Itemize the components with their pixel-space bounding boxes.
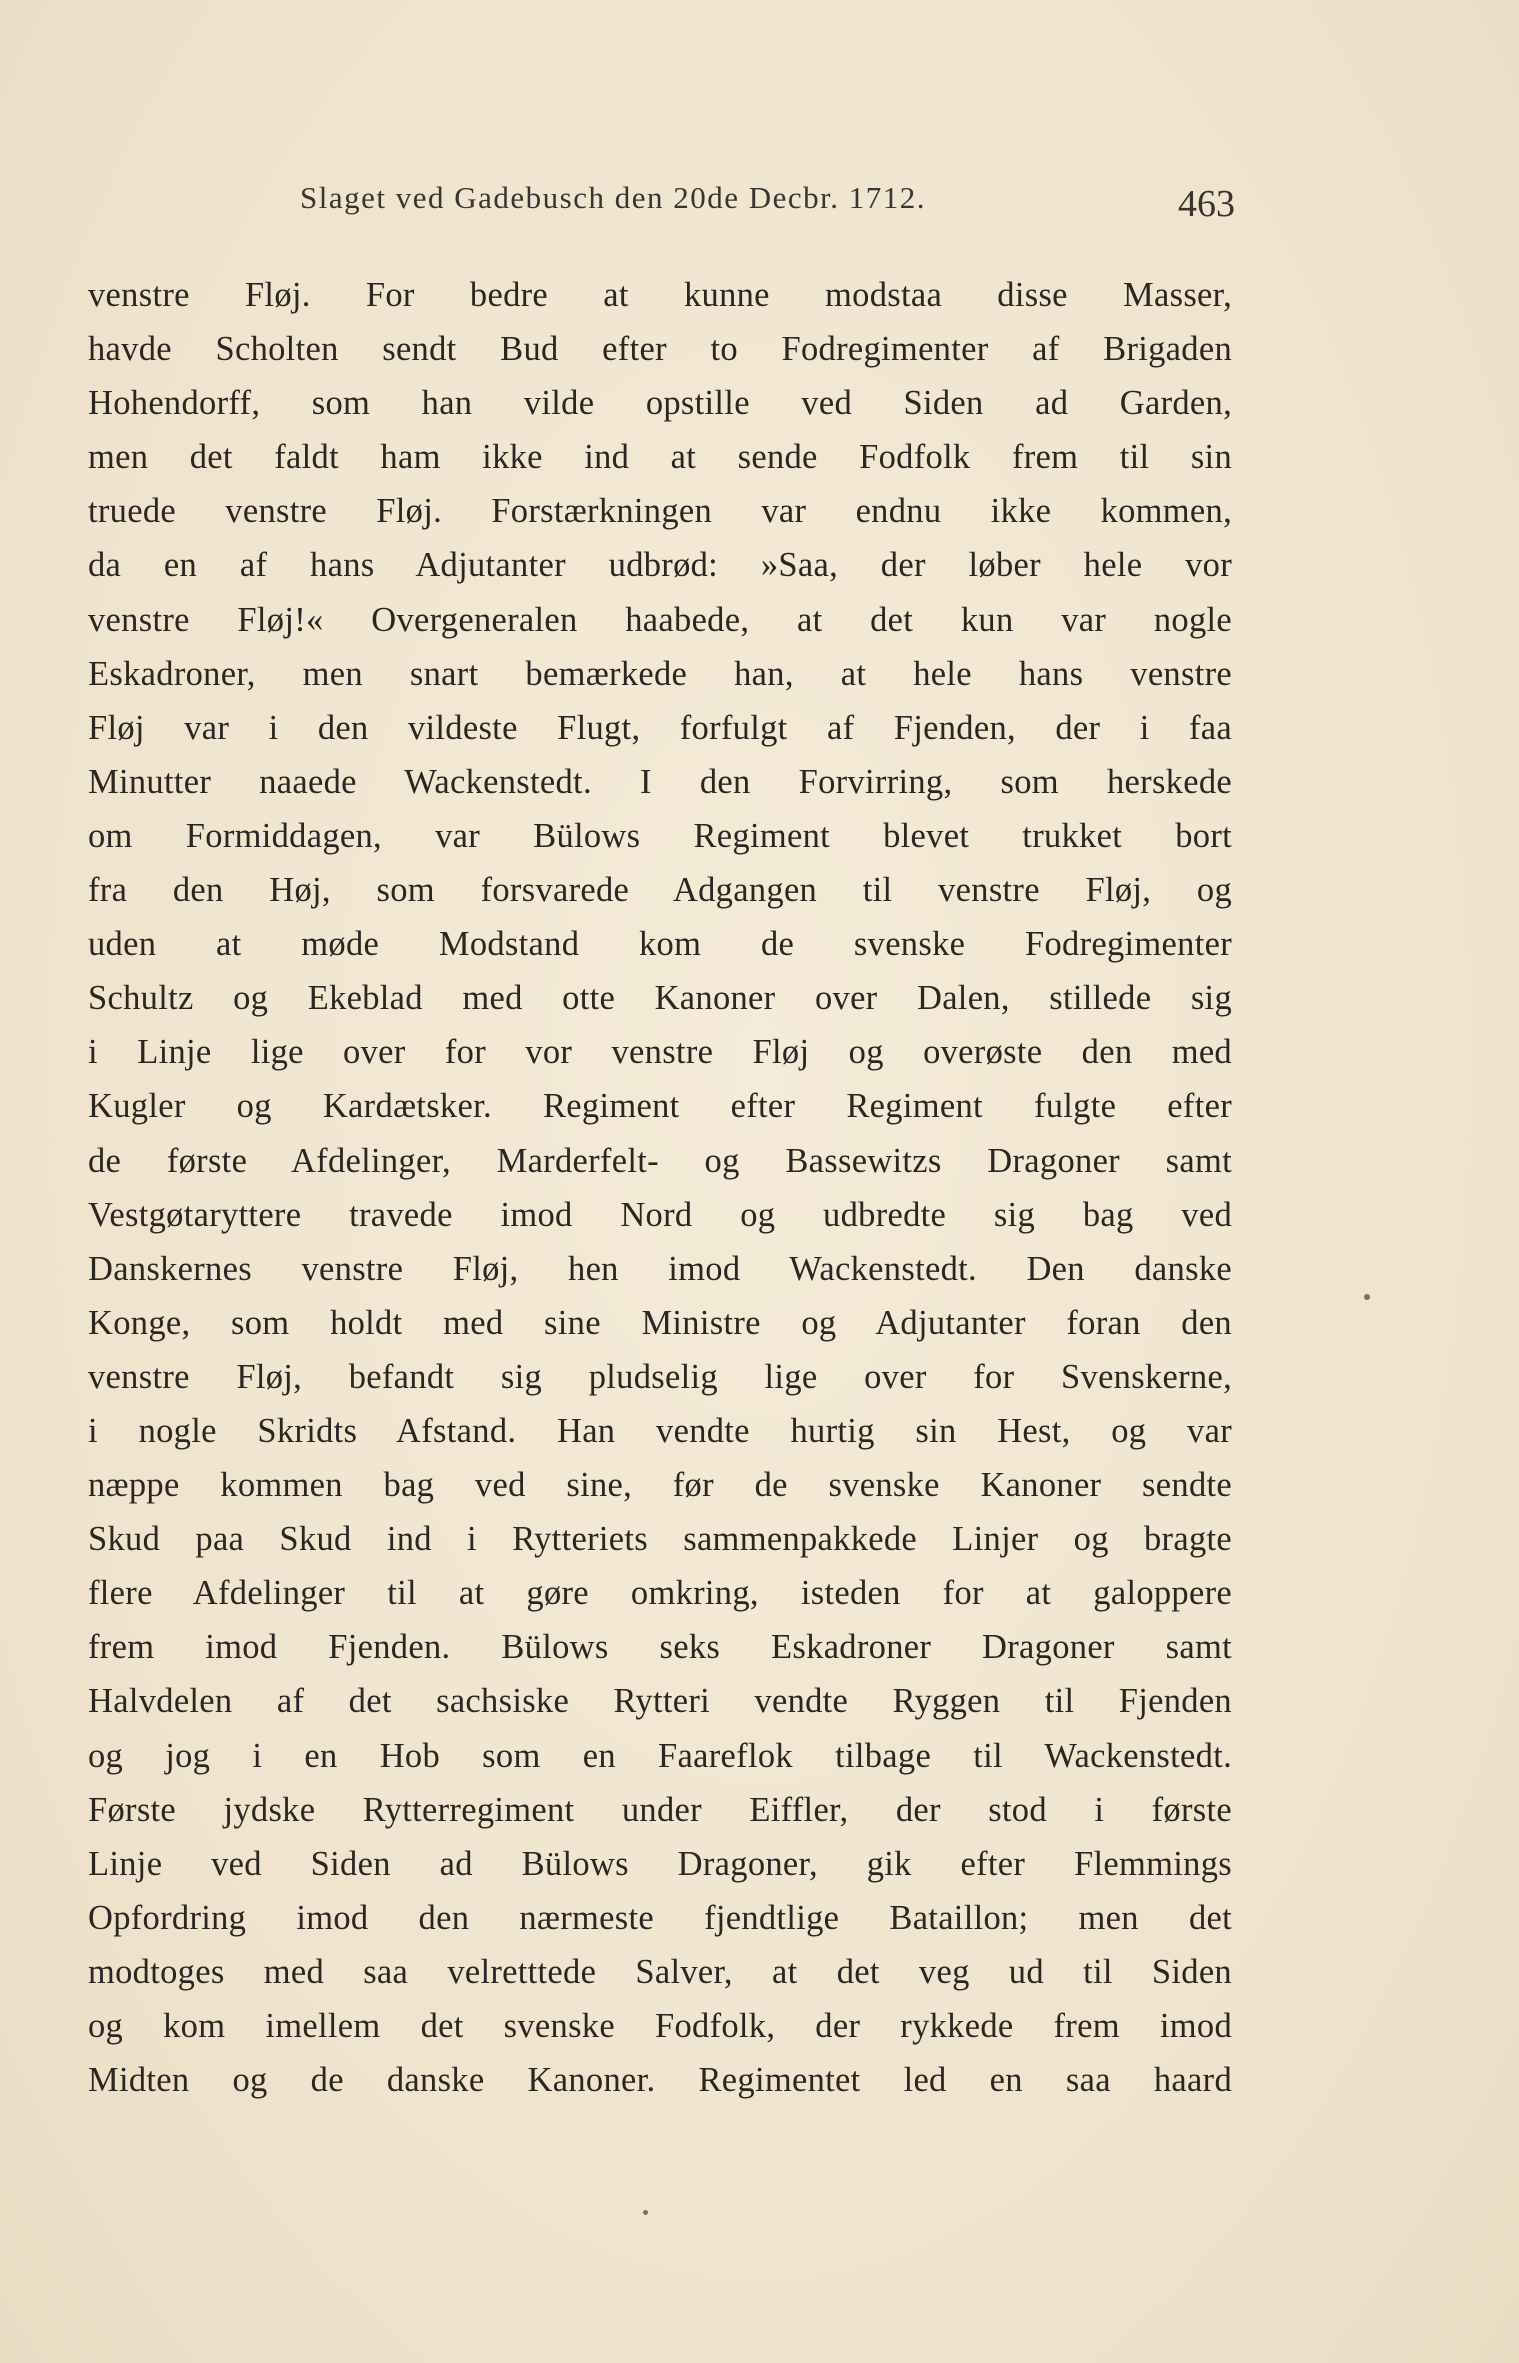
text-line: flere Afdelinger til at gøre omkring, isteden for at galoppere <box>88 1574 1232 1613</box>
text-line: Danskernes venstre Fløj, hen imod Wackenstedt. Den danske <box>88 1249 1232 1288</box>
text-line: uden at møde Modstand kom de svenske Fodregimenter <box>88 925 1232 964</box>
text-line: truede venstre Fløj. Forstærkningen var endnu ikke kommen, <box>88 492 1232 531</box>
text-line: frem imod Fjenden. Bülows seks Eskadroner Dragoner samt <box>88 1628 1232 1667</box>
text-line: Skud paa Skud ind i Rytteriets sammenpakkede Linjer og bragte <box>88 1520 1232 1559</box>
text-line: Minutter naaede Wackenstedt. I den Forvirring, som herskede <box>88 762 1232 801</box>
text-line: Opfordring imod den nærmeste fjendtlige Bataillon; men det <box>88 1898 1232 1937</box>
paper-speck <box>643 2210 648 2215</box>
text-line: næppe kommen bag ved sine, før de svenske Kanoner sendte <box>88 1466 1232 1505</box>
text-line: de første Afdelinger, Marderfelt- og Bassewitzs Dragoner samt <box>88 1141 1232 1180</box>
text-line: om Formiddagen, var Bülows Regiment blevet trukket bort <box>88 816 1232 855</box>
text-line: men det faldt ham ikke ind at sende Fodfolk frem til sin <box>88 438 1232 477</box>
text-line: Midten og de danske Kanoner. Regimentet led en saa haard <box>88 2061 1232 2100</box>
text-line: venstre Fløj. For bedre at kunne modstaa disse Masser, <box>88 276 1232 314</box>
text-line: Konge, som holdt med sine Ministre og Adjutanter foran den <box>88 1303 1232 1342</box>
text-line: Linje ved Siden ad Bülows Dragoner, gik efter Flemmings <box>88 1844 1232 1883</box>
text-line: da en af hans Adjutanter udbrød: »Saa, der løber hele vor <box>88 546 1232 585</box>
text-line: Fløj var i den vildeste Flugt, forfulgt af Fjenden, der i faa <box>88 708 1232 747</box>
page-number: 463 <box>1178 183 1235 225</box>
text-line: i Linje lige over for vor venstre Fløj og overøste den med <box>88 1033 1232 1072</box>
text-line: i nogle Skridts Afstand. Han vendte hurtig sin Hest, og var <box>88 1411 1232 1450</box>
text-line: fra den Høj, som forsvarede Adgangen til venstre Fløj, og <box>88 871 1232 910</box>
text-line: venstre Fløj, befandt sig pludselig lige over for Svenskerne, <box>88 1357 1232 1396</box>
text-line: Eskadroner, men snart bemærkede han, at hele hans venstre <box>88 654 1232 693</box>
body-text <box>88 268 1232 2107</box>
text-line: Første jydske Rytterregiment under Eiffler, der stod i første <box>88 1790 1232 1829</box>
running-head <box>300 172 1235 225</box>
text-line: Vestgøtaryttere travede imod Nord og udbredte sig bag ved <box>88 1195 1232 1234</box>
text-line: Schultz og Ekeblad med otte Kanoner over Dalen, stillede sig <box>88 979 1232 1018</box>
text-line: modtoges med saa velretttede Salver, at det veg ud til Siden <box>88 1952 1232 1991</box>
text-line: Hohendorff, som han vilde opstille ved Siden ad Garden, <box>88 384 1232 423</box>
text-line: havde Scholten sendt Bud efter to Fodregimenter af Brigaden <box>88 330 1232 369</box>
text-line: Halvdelen af det sachsiske Rytteri vendte Ryggen til Fjenden <box>88 1682 1232 1721</box>
text-line: og kom imellem det svenske Fodfolk, der rykkede frem imod <box>88 2007 1232 2045</box>
running-title: Slaget ved Gadebusch den 20de Decbr. 1712. <box>300 180 927 215</box>
text-line: venstre Fløj!« Overgeneralen haabede, at det kun var nogle <box>88 600 1232 639</box>
text-line: og jog i en Hob som en Faareflok tilbage til Wackenstedt. <box>88 1736 1232 1775</box>
text-line: Kugler og Kardætsker. Regiment efter Regiment fulgte efter <box>88 1087 1232 1126</box>
paper-speck <box>1364 1294 1370 1300</box>
